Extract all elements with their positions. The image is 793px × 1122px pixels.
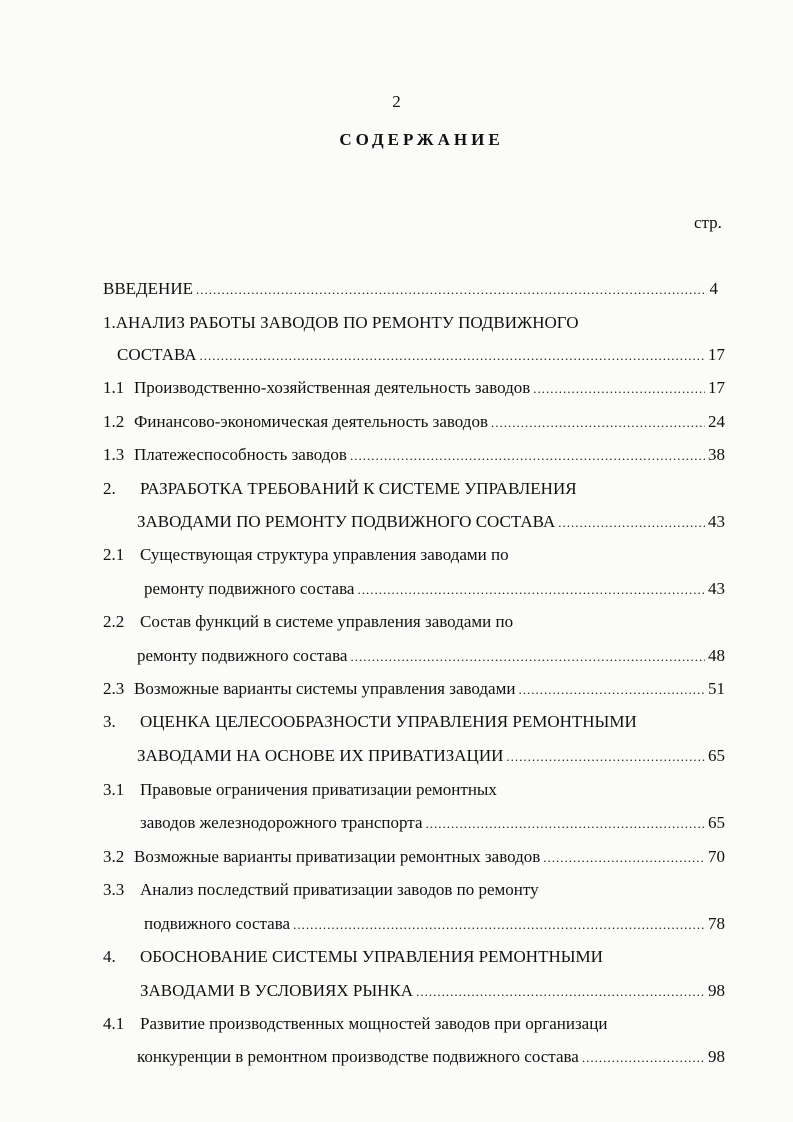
toc-entry-text: ЗАВОДАМИ ПО РЕМОНТУ ПОДВИЖНОГО СОСТАВА (137, 512, 556, 531)
toc-entry-text: Производственно-хозяйственная деятельность заводов (134, 378, 531, 397)
toc-entry-3-3-line1[interactable] (103, 879, 539, 901)
toc-entry-text: Развитие производственных мощностей заводов при организаци (140, 1014, 608, 1033)
toc-entry-3-1-line2[interactable] (140, 812, 725, 835)
leader-dots (518, 678, 705, 701)
toc-section-number: 3.1 (103, 780, 125, 799)
toc-entry-1-1[interactable] (103, 377, 725, 400)
leader-dots (558, 511, 705, 534)
toc-entry-4-1-line1[interactable] (103, 1013, 607, 1035)
toc-entry-4-1-line2[interactable] (137, 1046, 725, 1069)
toc-page-number: 70 (708, 847, 725, 866)
toc-entry-text: ремонту подвижного состава (144, 579, 355, 598)
toc-entry-text: Возможные варианты системы управления заводами (134, 679, 516, 698)
toc-entry-text: ЗАВОДАМИ В УСЛОВИЯХ РЫНКА (140, 981, 414, 1000)
toc-section-number: 2.3 (103, 679, 125, 698)
leader-dots (425, 812, 705, 835)
toc-page-number: 51 (708, 679, 725, 698)
toc-section-4-line1[interactable] (103, 946, 603, 968)
toc-section-1-line2[interactable] (117, 344, 725, 367)
toc-entry-text: ВВЕДЕНИЕ (103, 279, 193, 298)
toc-entry-text: конкуренции в ремонтном производстве подвижного состава (137, 1047, 579, 1066)
toc-section-number: 1. (103, 313, 116, 332)
toc-page-number: 78 (708, 914, 725, 933)
toc-entry-text: ОЦЕНКА ЦЕЛЕСООБРАЗНОСТИ УПРАВЛЕНИЯ РЕМОНТНЫМИ (140, 712, 637, 731)
toc-page-number: 65 (708, 813, 725, 832)
toc-section-number: 2.2 (103, 612, 125, 631)
leader-dots (543, 846, 705, 869)
toc-section-2-line2[interactable] (137, 511, 725, 534)
toc-entry-3-3-line2[interactable] (144, 913, 725, 936)
toc-entry-text: СОСТАВА (117, 345, 197, 364)
leader-dots (350, 444, 705, 467)
leader-dots (350, 645, 705, 668)
leader-dots (357, 578, 705, 601)
toc-section-number: 3. (103, 712, 116, 731)
toc-page-number: 65 (708, 746, 725, 765)
toc-entry-text: Правовые ограничения приватизации ремонтных (140, 780, 497, 799)
toc-section-1-line1[interactable] (103, 312, 579, 334)
leader-dots (582, 1046, 705, 1069)
leader-dots (293, 913, 705, 936)
toc-entry-2-1-line2[interactable] (144, 578, 725, 601)
toc-page-number: 43 (708, 512, 725, 531)
toc-entry-text: заводов железнодорожного транспорта (140, 813, 423, 832)
toc-entry-text: Возможные варианты приватизации ремонтных заводов (134, 847, 541, 866)
toc-entry-text: ЗАВОДАМИ НА ОСНОВЕ ИХ ПРИВАТИЗАЦИИ (137, 746, 504, 765)
toc-entry-text: ОБОСНОВАНИЕ СИСТЕМЫ УПРАВЛЕНИЯ РЕМОНТНЫМИ (140, 947, 603, 966)
toc-entry-3-1-line1[interactable] (103, 779, 497, 801)
toc-entry-intro[interactable] (103, 278, 718, 301)
toc-entry-2-2-line1[interactable] (103, 611, 513, 633)
toc-page-number: 17 (708, 378, 725, 397)
toc-page-number: 24 (708, 412, 725, 431)
toc-section-number: 2. (103, 479, 116, 498)
toc-page-number: 98 (708, 981, 725, 1000)
toc-entry-2-2-line2[interactable] (137, 645, 725, 668)
page-column-label: стр. (694, 213, 722, 232)
toc-page-number: 48 (708, 646, 725, 665)
toc-section-number: 4. (103, 947, 116, 966)
toc-page-number: 17 (708, 345, 725, 364)
toc-entry-2-3[interactable] (103, 678, 725, 701)
toc-entry-text: подвижного состава (144, 914, 291, 933)
toc-section-2-line1[interactable] (103, 478, 577, 500)
toc-section-number: 3.3 (103, 880, 125, 899)
page-title: СОДЕРЖАНИЕ (339, 130, 504, 149)
toc-entry-3-2[interactable] (103, 846, 725, 869)
toc-section-number: 1.3 (103, 445, 125, 464)
leader-dots (416, 980, 705, 1003)
toc-entry-2-1-line1[interactable] (103, 544, 509, 566)
toc-entry-text: Финансово-экономическая деятельность заводов (134, 412, 488, 431)
toc-entry-text: ремонту подвижного состава (137, 646, 348, 665)
toc-entry-text: АНАЛИЗ РАБОТЫ ЗАВОДОВ ПО РЕМОНТУ ПОДВИЖНОГО (115, 313, 579, 332)
toc-section-number: 3.2 (103, 847, 125, 866)
toc-section-3-line1[interactable] (103, 711, 637, 733)
toc-section-number: 4.1 (103, 1014, 125, 1033)
toc-page-number: 43 (708, 579, 725, 598)
toc-page-number: 38 (708, 445, 725, 464)
toc-section-number: 2.1 (103, 545, 125, 564)
toc-page-number: 4 (709, 279, 718, 298)
toc-entry-1-3[interactable] (103, 444, 725, 467)
toc-section-number: 1.1 (103, 378, 125, 397)
toc-entry-text: Платежеспособность заводов (134, 445, 347, 464)
toc-page-number: 98 (708, 1047, 725, 1066)
leader-dots (533, 377, 705, 400)
leader-dots (200, 344, 705, 367)
toc-entry-text: Существующая структура управления заводами по (140, 545, 509, 564)
toc-entry-1-2[interactable] (103, 411, 725, 434)
leader-dots (506, 745, 705, 768)
toc-section-number: 1.2 (103, 412, 125, 431)
page-number: 2 (392, 92, 401, 111)
leader-dots (196, 278, 707, 301)
toc-entry-text: РАЗРАБОТКА ТРЕБОВАНИЙ К СИСТЕМЕ УПРАВЛЕНИЯ (140, 479, 577, 498)
toc-entry-text: Анализ последствий приватизации заводов по ремонту (140, 880, 539, 899)
toc-entry-text: Состав функций в системе управления заводами по (140, 612, 514, 631)
leader-dots (491, 411, 705, 434)
toc-section-4-line2[interactable] (140, 980, 725, 1003)
toc-section-3-line2[interactable] (137, 745, 725, 768)
